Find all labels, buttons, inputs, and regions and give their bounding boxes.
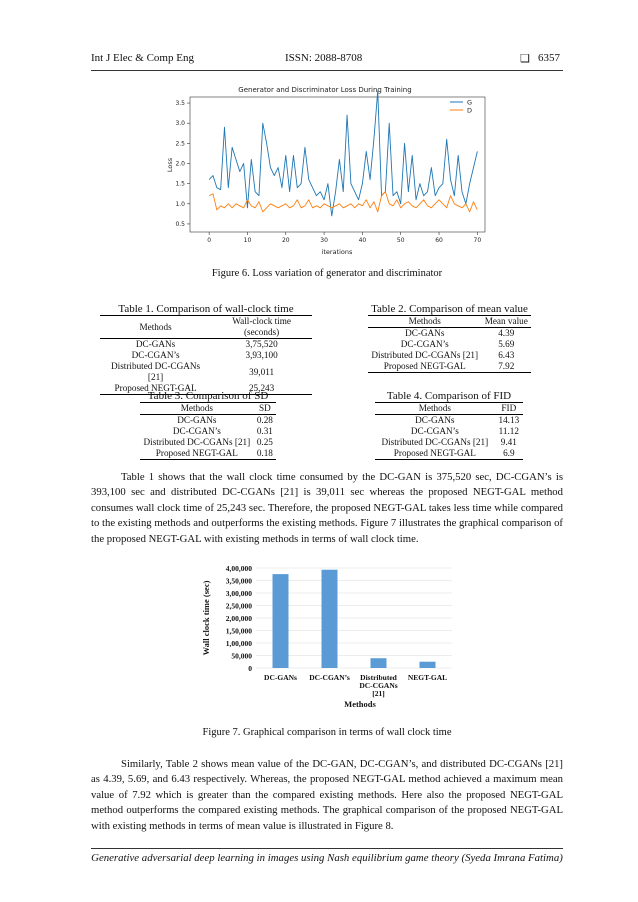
table-row	[375, 426, 523, 437]
journal-name: Int J Elec & Comp Eng	[91, 52, 194, 64]
table-row	[368, 328, 531, 340]
table-cell: DC-GANs	[415, 415, 455, 425]
x-axis-label: Methods	[344, 699, 376, 709]
table-cell: DC-GANs	[177, 415, 217, 425]
table-cell: DC-CGAN’s	[400, 339, 449, 349]
table-4-title: Table 4. Comparison of FID	[386, 390, 512, 402]
y-tick-label: 2.0	[175, 160, 185, 168]
table-cell: Distributed DC-CGANs [21]	[381, 437, 489, 447]
x-tick-label: 0	[207, 237, 212, 244]
y-tick-label: 1.0	[175, 200, 185, 208]
bar	[371, 658, 387, 668]
table-cell: DC-CGAN’s	[131, 350, 180, 360]
table-cell: 11.12	[498, 426, 519, 436]
table-cell: 0.28	[256, 415, 273, 425]
table-row	[140, 415, 276, 427]
bar	[420, 662, 436, 668]
x-tick-label: DC-CGANs	[359, 681, 398, 690]
bar	[322, 570, 338, 668]
table-cell: Proposed NEGT-GAL	[140, 448, 254, 460]
table-row	[100, 350, 312, 361]
table-header: Methods	[140, 403, 254, 415]
page-marker-icon: ❑	[520, 53, 530, 65]
table-1-title: Table 1. Comparison of wall-clock time	[118, 303, 294, 315]
table-cell: Proposed NEGT-GAL	[375, 448, 495, 460]
table-cell: DC-GANs	[405, 328, 445, 338]
paragraph-1: Table 1 shows that the wall clock time consumed by the DC-GAN is 375,520 sec, DC-CGAN’s is 393,100 sec and distributed DC-CGANs [21] is 39,011 sec whereas the proposed NEGT-GAL method consumes wall clock time of 25,243 sec. Therefore, the proposed NEGT-GAL takes less time while compared to the existing methods and outperforms the existing methods. Figure 7 illustrates the graphical comparison of the proposed NEGT-GAL with existing methods in terms of wall clock time.	[91, 471, 563, 545]
table-row	[368, 339, 531, 350]
y-tick-label: 1.5	[175, 180, 185, 188]
table-row	[375, 437, 523, 448]
table-cell: DC-GANs	[135, 339, 176, 349]
table-row	[140, 437, 276, 448]
x-tick-label: 40	[358, 237, 367, 244]
table-row	[100, 361, 312, 383]
x-tick-label: 20	[281, 237, 290, 244]
table-cell: 6.43	[498, 350, 515, 360]
y-tick-label: 2.5	[175, 140, 185, 148]
y-tick-label: 4,00,000	[225, 564, 252, 573]
table-row	[140, 448, 276, 460]
table-cell: 3,93,100	[245, 350, 278, 360]
paragraph-2: Similarly, Table 2 shows mean value of the DC-GAN, DC-CGAN’s, and distributed DC-CGANs [21] as 4.39, 5.69, and 6.43 respectively. Whereas, the proposed NEGT-GAL method achieved a maximum mean value of 7.92 which is greater than the compared existing methods. Here also the proposed NEGT-GAL method outperforms the compared existing methods. The graphical comparison of the proposed NEGT-GAL with existing methods in terms of mean value is illustrated in Figure 8.	[91, 758, 563, 832]
table-cell: 0.31	[256, 426, 273, 436]
legend-label-d: D	[467, 106, 473, 115]
table-cell: DC-CGAN’s	[172, 426, 221, 436]
table-cell: 5.69	[498, 339, 515, 349]
table-cell: Distributed DC-CGANs [21]	[143, 437, 251, 447]
table-header: SD	[254, 403, 276, 415]
table-3	[140, 390, 276, 460]
bar	[273, 574, 289, 668]
table-header: FID	[495, 403, 523, 415]
y-tick-label: 3,00,000	[225, 589, 252, 598]
figure-6-chart	[160, 82, 490, 262]
header-rule	[91, 70, 563, 71]
table-row	[375, 415, 523, 427]
table-cell: 4.39	[498, 328, 515, 338]
figure-6-caption: Figure 6. Loss variation of generator and discriminator	[211, 268, 443, 279]
x-tick-label: 50	[396, 237, 405, 244]
y-tick-label: 0.5	[175, 220, 185, 228]
y-tick-label: 2,00,000	[225, 614, 252, 623]
x-tick-label: NEGT-GAL	[407, 673, 448, 682]
table-header: Mean value	[482, 316, 532, 328]
table-row	[140, 426, 276, 437]
series-line-d	[209, 192, 477, 212]
x-tick-label: DC-GANs	[264, 673, 297, 682]
table-header: Methods	[368, 316, 482, 328]
table-1	[100, 303, 312, 395]
x-tick-label: 30	[320, 237, 328, 244]
y-tick-label: 0	[248, 664, 252, 673]
table-cell: Distributed DC-CGANs [21]	[111, 361, 201, 382]
y-tick-label: 50,000	[231, 651, 252, 661]
y-tick-label: 1,50,000	[225, 626, 252, 636]
figure-7-caption: Figure 7. Graphical comparison in terms of wall clock time	[202, 727, 452, 738]
y-tick-label: 1,00,000	[225, 639, 252, 648]
table-4	[375, 390, 523, 460]
table-header: Methods	[375, 403, 495, 415]
table-row	[375, 448, 523, 460]
table-cell: 3,75,520	[245, 339, 278, 349]
table-header: Wall-clock time (seconds)	[211, 316, 312, 339]
chart-title: Generator and Discriminator Loss During Training	[238, 86, 412, 94]
x-tick-label: 60	[435, 237, 443, 244]
x-tick-label: [21]	[372, 689, 385, 698]
y-axis-label: Wall clock time (sec)	[201, 580, 211, 656]
table-3-title: Table 3. Comparison of SD	[147, 390, 269, 402]
table-cell: 9.41	[500, 437, 517, 447]
table-cell: 0.18	[254, 448, 276, 460]
x-tick-label: Distributed	[360, 673, 397, 682]
table-cell: 14.13	[498, 415, 520, 425]
plot-frame	[190, 97, 485, 232]
y-tick-label: 3.5	[175, 100, 185, 108]
issn: ISSN: 2088-8708	[285, 52, 363, 64]
x-tick-label: DC-CGAN’s	[309, 673, 350, 682]
table-2-title: Table 2. Comparison of mean value	[371, 303, 528, 315]
page-number: 6357	[538, 52, 560, 64]
table-cell: Proposed NEGT-GAL	[368, 361, 482, 373]
table-cell: DC-CGAN’s	[410, 426, 459, 436]
x-axis-label: iterations	[321, 248, 353, 256]
table-row	[368, 350, 531, 361]
table-cell: Proposed NEGT-GAL	[100, 383, 211, 395]
x-tick-label: 10	[243, 237, 252, 244]
table-cell: 7.92	[482, 361, 532, 373]
y-tick-label: 3,50,000	[225, 576, 252, 586]
figure-7-chart	[200, 560, 460, 710]
table-2	[368, 303, 531, 373]
table-header: Methods	[100, 316, 211, 339]
y-tick-label: 3.0	[175, 120, 185, 128]
table-row	[368, 361, 531, 373]
table-cell: Distributed DC-CGANs [21]	[371, 350, 479, 360]
legend-label-g: G	[467, 98, 473, 107]
x-tick-label: 70	[473, 237, 482, 244]
series-line-g	[209, 91, 477, 216]
y-tick-label: 2,50,000	[225, 601, 252, 611]
table-cell: 6.9	[495, 448, 523, 460]
table-row	[100, 339, 312, 351]
table-cell: 25,243	[211, 383, 312, 395]
table-cell: 39,011	[249, 366, 275, 377]
y-axis-label: Loss	[166, 157, 174, 173]
table-cell: 0.25	[256, 437, 273, 447]
footer-rule	[91, 848, 563, 849]
running-footer: Generative adversarial deep learning in images using Nash equilibrium game theory (Syeda Imrana Fatima)	[91, 852, 563, 864]
legend	[450, 99, 472, 115]
